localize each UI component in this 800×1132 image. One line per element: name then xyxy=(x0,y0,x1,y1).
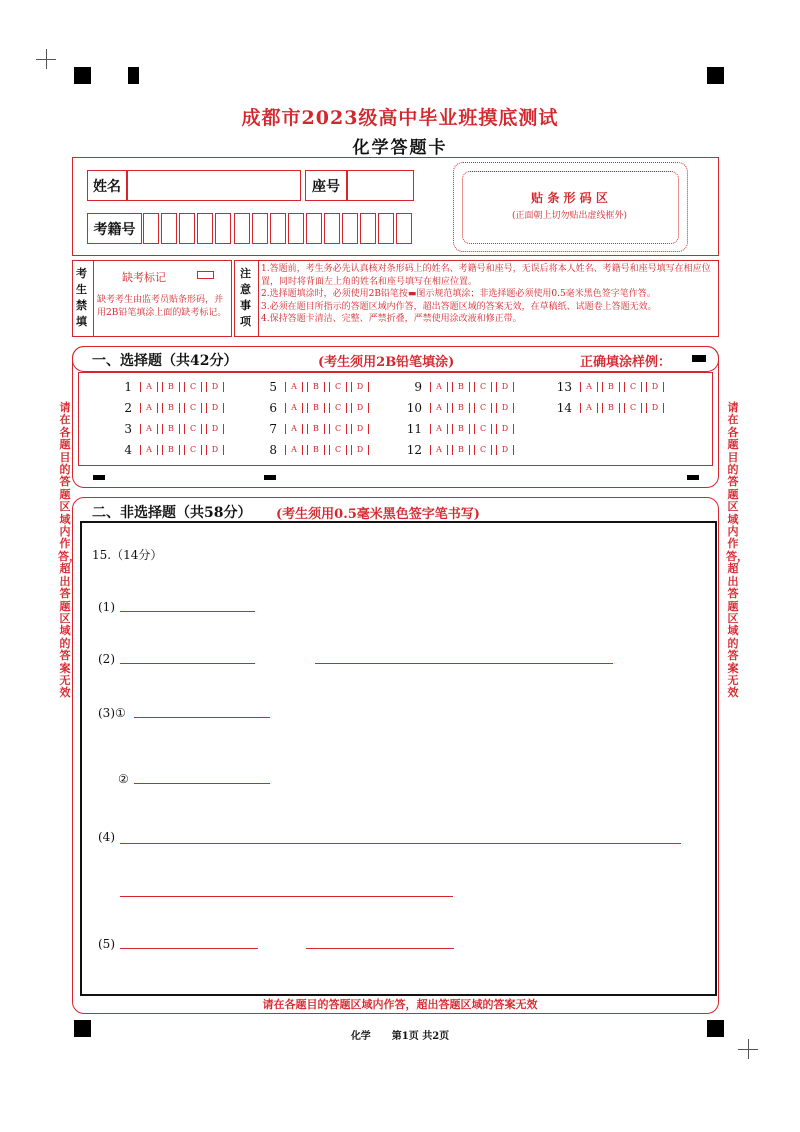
question-number: 14 xyxy=(556,401,572,415)
absent-mark-label: 缺考标记 xyxy=(122,271,166,284)
notes-label: 注意事项 xyxy=(240,267,251,328)
question-number: 12 xyxy=(406,443,422,457)
exam-id-cell[interactable] xyxy=(270,213,286,244)
fill-sample-label: 正确填涂样例： xyxy=(580,355,672,370)
exam-id-label: 考籍号 xyxy=(87,213,142,244)
section2-title: 二、非选择题（共58分） xyxy=(92,505,252,521)
note-item: 4.保持答题卡清洁、完整、严禁折叠，严禁使用涂改液和修正带。 xyxy=(261,314,522,324)
answer-area[interactable] xyxy=(80,521,717,996)
exam-id-cell[interactable] xyxy=(324,213,340,244)
option-bubble[interactable]: A xyxy=(430,382,448,392)
exam-id-cell[interactable] xyxy=(378,213,394,244)
answer-line[interactable] xyxy=(315,663,613,664)
option-bubble[interactable]: C xyxy=(184,445,202,455)
section1-title: 一、选择题（共42分） xyxy=(92,353,238,369)
question-number: 1 xyxy=(124,380,132,394)
exam-id-cell[interactable] xyxy=(234,213,250,244)
side-warning-right: 请在各题目的答题区域内作答，超出答题区域的答案无效 xyxy=(726,401,748,700)
option-bubble[interactable]: B xyxy=(452,382,470,392)
option-bubble[interactable]: B xyxy=(602,403,620,413)
name-label: 姓名 xyxy=(87,170,127,201)
mcq-question xyxy=(255,422,373,436)
mcq-question xyxy=(400,380,518,394)
note-item: 3.必须在题目所指示的答题区域内作答，超出答题区域的答案无效，在草稿纸、试题卷上答题无效。 xyxy=(261,301,657,312)
option-bubble[interactable]: C xyxy=(329,382,347,392)
answer-line[interactable] xyxy=(134,717,270,718)
option-bubble[interactable]: A xyxy=(285,382,303,392)
exam-id-cell[interactable] xyxy=(252,213,268,244)
option-bubble[interactable]: D xyxy=(646,382,664,392)
option-bubble[interactable]: D xyxy=(206,445,224,455)
option-bubble[interactable]: A xyxy=(140,424,158,434)
option-bubble[interactable]: D xyxy=(206,424,224,434)
page-title: 成都市2023级高中毕业班摸底测试 xyxy=(241,107,559,129)
barcode-inner xyxy=(462,171,679,244)
option-bubble[interactable]: C xyxy=(184,403,202,413)
option-bubble[interactable]: B xyxy=(602,382,620,392)
option-bubble[interactable]: C xyxy=(474,445,492,455)
exam-id-cell[interactable] xyxy=(179,213,195,244)
option-bubble[interactable]: A xyxy=(140,382,158,392)
part-label: (5) xyxy=(98,937,115,951)
mcq-question xyxy=(550,401,668,415)
question-number: 4 xyxy=(124,443,132,457)
option-bubble[interactable]: A xyxy=(140,445,158,455)
exam-id-cell[interactable] xyxy=(306,213,322,244)
option-bubble[interactable]: C xyxy=(184,424,202,434)
absent-mark-box[interactable] xyxy=(197,271,214,279)
option-bubble[interactable]: C xyxy=(474,424,492,434)
timing-mark xyxy=(687,475,699,480)
question-number: 7 xyxy=(269,422,277,436)
bottom-warning: 请在各题目的答题区域内作答，超出答题区域的答案无效 xyxy=(262,998,538,1011)
option-bubble[interactable]: D xyxy=(206,382,224,392)
option-bubble[interactable]: D xyxy=(496,403,514,413)
question-number: 5 xyxy=(269,380,277,394)
mcq-question xyxy=(110,380,228,394)
side-warning-left: 请在各题目的答题区域内作答，超出答题区域的答案无效 xyxy=(58,401,80,700)
mcq-question xyxy=(255,380,373,394)
option-bubble[interactable]: B xyxy=(307,445,325,455)
question-number: 2 xyxy=(124,401,132,415)
crop-mark xyxy=(748,1039,749,1059)
note-item: 2.选择题填涂时，必须使用2B铅笔按▬图示规范填涂；非选择题必须使用0.5毫米黑色签字笔作答。 xyxy=(261,289,656,299)
question-number: 13 xyxy=(556,380,572,394)
barcode-note: (正面朝上切勿贴出虚线框外) xyxy=(511,211,628,221)
answer-line[interactable] xyxy=(120,843,681,844)
option-bubble[interactable]: A xyxy=(285,403,303,413)
question-number: 3 xyxy=(124,422,132,436)
option-bubble[interactable]: A xyxy=(580,403,598,413)
part-label: (1) xyxy=(98,600,115,614)
option-bubble[interactable]: A xyxy=(430,445,448,455)
exam-id-cell[interactable] xyxy=(143,213,159,244)
option-bubble[interactable]: C xyxy=(624,382,642,392)
exam-id-cell[interactable] xyxy=(342,213,358,244)
mcq-question xyxy=(255,443,373,457)
question-number: 9 xyxy=(414,380,422,394)
question-number: 8 xyxy=(269,443,277,457)
name-field[interactable] xyxy=(127,170,301,201)
answer-line[interactable] xyxy=(120,663,255,664)
page-subtitle: 化学答题卡 xyxy=(352,138,448,158)
option-bubble[interactable]: A xyxy=(580,382,598,392)
answer-line[interactable] xyxy=(120,948,258,949)
forbidden-text: 缺考考生由监考员贴条形码，并用2B铅笔填涂上面的缺考标记。 xyxy=(97,295,227,318)
option-bubble[interactable]: D xyxy=(496,445,514,455)
option-bubble[interactable]: A xyxy=(285,445,303,455)
option-bubble[interactable]: D xyxy=(351,382,369,392)
fill-sample-mark xyxy=(692,355,706,362)
answer-line[interactable] xyxy=(120,611,255,612)
option-bubble[interactable]: D xyxy=(496,382,514,392)
footer-page: 第1页 共2页 xyxy=(391,1031,450,1042)
option-bubble[interactable]: A xyxy=(285,424,303,434)
section1-instruction: (考生须用2B铅笔填涂) xyxy=(318,355,455,370)
barcode-title: 贴 条 形 码 区 xyxy=(531,191,608,205)
part-label: (4) xyxy=(98,830,115,844)
option-bubble[interactable]: D xyxy=(646,403,664,413)
option-bubble[interactable]: C xyxy=(329,403,347,413)
part-label: ② xyxy=(118,772,129,786)
option-bubble[interactable]: C xyxy=(184,382,202,392)
crop-mark xyxy=(46,49,47,69)
alignment-mark xyxy=(707,67,724,84)
divider xyxy=(258,260,259,337)
alignment-mark xyxy=(74,67,91,84)
option-bubble[interactable]: A xyxy=(140,403,158,413)
part-label: (3)① xyxy=(98,706,126,720)
mcq-question xyxy=(400,443,518,457)
timing-mark xyxy=(93,475,105,480)
seat-field[interactable] xyxy=(347,170,414,201)
option-bubble[interactable]: C xyxy=(474,382,492,392)
option-bubble[interactable]: B xyxy=(307,403,325,413)
answer-line[interactable] xyxy=(120,896,453,897)
option-bubble[interactable]: B xyxy=(162,403,180,413)
exam-id-cell[interactable] xyxy=(288,213,304,244)
option-bubble[interactable]: A xyxy=(430,403,448,413)
option-bubble[interactable]: B xyxy=(307,382,325,392)
option-bubble[interactable]: A xyxy=(430,424,448,434)
mcq-question xyxy=(110,422,228,436)
part-label: (2) xyxy=(98,652,115,666)
option-bubble[interactable]: D xyxy=(351,424,369,434)
mcq-question xyxy=(550,380,668,394)
footer xyxy=(0,1027,800,1042)
option-bubble[interactable]: C xyxy=(329,445,347,455)
timing-mark xyxy=(264,475,276,480)
option-bubble[interactable]: D xyxy=(351,403,369,413)
alignment-mark xyxy=(128,67,139,84)
question-15-label: 15.（14分） xyxy=(92,548,163,562)
mcq-question xyxy=(255,401,373,415)
mcq-question xyxy=(110,443,228,457)
footer-subject: 化学 xyxy=(350,1031,371,1042)
option-bubble[interactable]: B xyxy=(162,445,180,455)
mcq-question xyxy=(110,401,228,415)
exam-id-cell[interactable] xyxy=(360,213,376,244)
option-bubble[interactable]: D xyxy=(206,403,224,413)
mcq-question xyxy=(400,401,518,415)
forbidden-label: 考生禁填 xyxy=(76,267,87,328)
answer-line[interactable] xyxy=(134,783,270,784)
section2-instruction: (考生须用0.5毫米黑色签字笔书写) xyxy=(276,507,480,522)
option-bubble[interactable]: B xyxy=(162,382,180,392)
divider xyxy=(93,260,94,337)
option-bubble[interactable]: B xyxy=(452,445,470,455)
answer-line[interactable] xyxy=(306,948,454,949)
option-bubble[interactable]: D xyxy=(351,445,369,455)
mcq-question xyxy=(400,422,518,436)
option-bubble[interactable]: B xyxy=(452,403,470,413)
exam-id-cell[interactable] xyxy=(396,213,412,244)
exam-id-cell[interactable] xyxy=(161,213,177,244)
seat-label: 座号 xyxy=(305,170,347,201)
question-number: 11 xyxy=(406,422,422,436)
question-number: 10 xyxy=(406,401,422,415)
option-bubble[interactable]: B xyxy=(452,424,470,434)
note-item: 1.答题前，考生务必先认真核对条形码上的姓名、考籍号和座号，无误后将本人姓名、考籍号和座号填写在相应位置，同时将背面左上角的姓名和座号填写在相应位置。 xyxy=(261,264,711,287)
exam-id-cell[interactable] xyxy=(215,213,231,244)
option-bubble[interactable]: C xyxy=(329,424,347,434)
question-number: 6 xyxy=(269,401,277,415)
option-bubble[interactable]: B xyxy=(307,424,325,434)
notes-list xyxy=(261,263,716,326)
option-bubble[interactable]: C xyxy=(474,403,492,413)
exam-id-cell[interactable] xyxy=(197,213,213,244)
option-bubble[interactable]: C xyxy=(624,403,642,413)
option-bubble[interactable]: B xyxy=(162,424,180,434)
option-bubble[interactable]: D xyxy=(496,424,514,434)
